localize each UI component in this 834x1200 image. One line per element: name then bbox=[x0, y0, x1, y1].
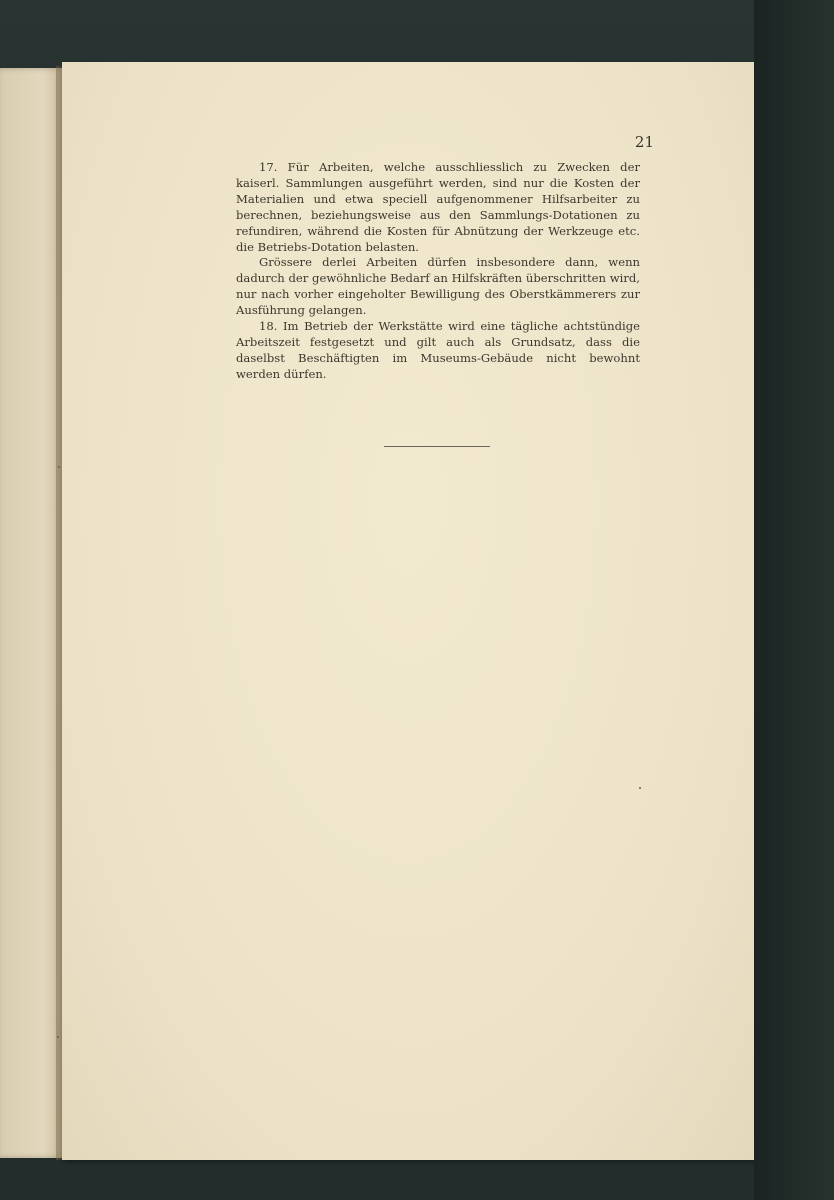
paper-speck bbox=[58, 466, 60, 468]
paper-speck bbox=[57, 1036, 59, 1038]
paragraph-17-continued: Grössere derlei Arbeiten dürfen insbesondere dann, wenn dadurch der gewöhnliche Bedarf an Hilfskräften überschritten wird, nur nach vorher eingeholter Bewilligung des Oberstkämmerers zur Ausführung gelangen. bbox=[236, 255, 640, 318]
page-number: 21 bbox=[634, 133, 654, 151]
paragraph-18: 18. Im Betrieb der Werkstätte wird eine tägliche achtstündige Arbeitszeit festgesetzt und gilt auch als Grundsatz, dass die daselbst Beschäftigten im Museums-Gebäude nicht bewohnt werden dürfen. bbox=[236, 319, 640, 381]
paragraph-17: 17. Für Arbeiten, welche ausschliesslich zu Zwecken der kaiserl. Sammlungen ausgeführt werden, sind nur die Kosten der Materialien und etwa speciell aufgenommener Hilfsarbeiter zu berechnen, beziehungsweise aus den Sammlungs-Dotationen zu refundiren, während die Kosten für Abnützung der Werkzeuge etc. die Betriebs-Dotation belasten. bbox=[236, 160, 640, 254]
body-text bbox=[236, 160, 640, 383]
facing-page-edge bbox=[0, 68, 62, 1158]
section-divider-rule bbox=[384, 446, 490, 447]
scan-margin-right bbox=[754, 0, 834, 1200]
paper-speck bbox=[639, 787, 641, 789]
